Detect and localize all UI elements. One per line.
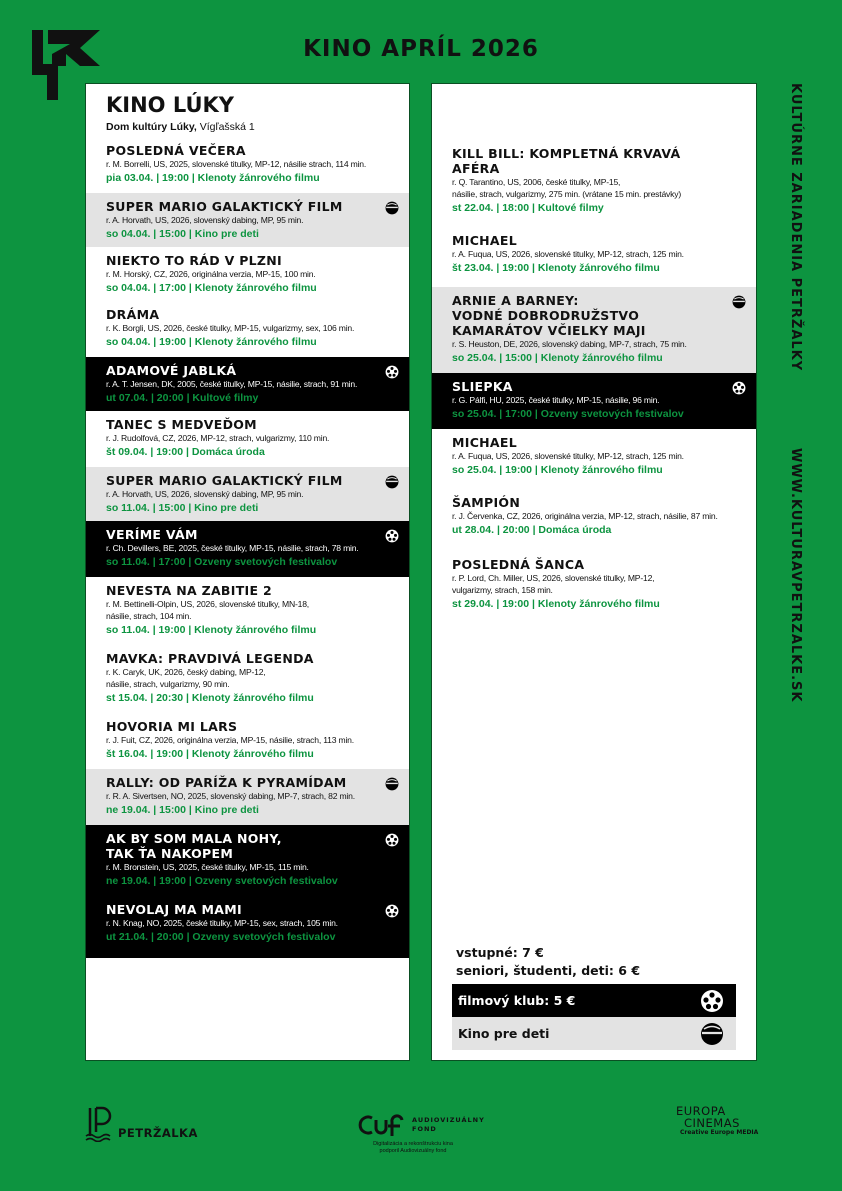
film-title: SLIEPKA <box>452 379 513 394</box>
screening-date: pia 03.04. | 19:00 | Klenoty žánrového filmu <box>106 172 320 184</box>
film-reel-icon <box>385 529 399 543</box>
film-meta: r. M. Bronstein, US, 2025, české titulky, MP-15, 115 min. <box>106 862 309 872</box>
screening-date: so 04.04. | 15:00 | Kino pre deti <box>106 228 259 240</box>
film-meta: r. Ch. Devillers, BE, 2025, české titulky, MP-15, násilie, strach, 78 min. <box>106 543 359 553</box>
europa-label: EUROPA <box>676 1104 726 1118</box>
screening-date: št 16.04. | 19:00 | Klenoty žánrového filmu <box>106 748 314 760</box>
avf-label-1: AUDIOVIZUÁLNY <box>412 1116 485 1124</box>
film-meta: r. J. Fuit, CZ, 2026, originálna verzia, MP-15, násilie, strach, 113 min. <box>106 735 354 745</box>
creative-europe-label: Creative Europe MEDIA <box>680 1129 759 1136</box>
venue-address: Dom kultúry Lúky, Vígľašská 1 <box>106 121 255 133</box>
screening-date: so 11.04. | 15:00 | Kino pre deti <box>106 502 259 514</box>
legend-kids-label: Kino pre deti <box>458 1026 550 1041</box>
screening-date: ut 21.04. | 20:00 | Ozveny svetových festivalov <box>106 931 336 943</box>
screening-entry <box>86 411 409 467</box>
film-meta: r. J. Rudolfová, CZ, 2026, MP-12, strach, vulgarizmy, 110 min. <box>106 433 330 443</box>
screening-entry <box>432 140 756 227</box>
ticket-prices <box>456 944 640 980</box>
screening-date: so 25.04. | 19:00 | Klenoty žánrového filmu <box>452 464 663 476</box>
screening-entry <box>86 301 409 357</box>
film-meta: r. A. T. Jensen, DK, 2005, české titulky, MP-15, násilie, strach, 91 min. <box>106 379 358 389</box>
film-title: ARNIE A BARNEY: VODNÉ DOBRODRUŽSTVO KAMARÁTOV VČIELKY MAJI <box>452 293 646 338</box>
film-reel-icon <box>700 989 724 1013</box>
screening-entry <box>86 896 409 958</box>
screening-list-right <box>432 140 756 619</box>
screening-entry <box>86 825 409 896</box>
venue-name: KINO LÚKY <box>106 93 234 117</box>
venue-header <box>86 84 409 137</box>
screening-date: so 04.04. | 19:00 | Klenoty žánrového filmu <box>106 336 317 348</box>
film-meta: r. A. Fuqua, US, 2026, slovenské titulky, MP-12, strach, 125 min. <box>452 249 684 259</box>
film-title: POSLEDNÁ VEČERA <box>106 143 246 158</box>
avf-note-2: podporil Audiovizuálny fond <box>379 1148 447 1154</box>
screening-entry <box>432 373 756 429</box>
kids-icon <box>385 201 399 215</box>
avf-note-1: Digitalizácia a rekonštrukciu kina <box>373 1141 453 1147</box>
film-reel-icon <box>732 381 746 395</box>
film-title: MICHAEL <box>452 435 518 450</box>
screening-entry <box>432 489 756 551</box>
film-meta: r. A. Fuqua, US, 2026, slovenské titulky, MP-12, strach, 125 min. <box>452 451 684 461</box>
film-title: MICHAEL <box>452 233 518 248</box>
screening-entry <box>86 357 409 411</box>
screening-entry <box>432 551 756 619</box>
film-title: NEVOLAJ MA MAMI <box>106 902 242 917</box>
avf-logo <box>358 1112 485 1155</box>
film-meta: r. N. Knag, NO, 2025, české titulky, MP-15, sex, strach, 105 min. <box>106 918 338 928</box>
film-title: KILL BILL: KOMPLETNÁ KRVAVÁ AFÉRA <box>452 146 681 176</box>
film-title: DRÁMA <box>106 307 160 322</box>
film-reel-icon <box>385 833 399 847</box>
screening-date: št 09.04. | 19:00 | Domáca úroda <box>106 446 265 458</box>
screening-date: so 11.04. | 19:00 | Klenoty žánrového filmu <box>106 624 317 636</box>
film-title: VERÍME VÁM <box>106 527 198 542</box>
screening-date: ut 28.04. | 20:00 | Domáca úroda <box>452 524 612 536</box>
kids-icon <box>385 475 399 489</box>
kids-icon <box>700 1022 724 1046</box>
avf-label-2: FOND <box>412 1125 437 1133</box>
screening-date: ne 19.04. | 15:00 | Kino pre deti <box>106 804 259 816</box>
page-title: KINO APRÍL 2026 <box>303 36 539 62</box>
screening-entry <box>86 577 409 645</box>
cinemas-label: CINEMAS <box>684 1116 740 1130</box>
screening-entry <box>432 287 756 373</box>
screening-date: st 29.04. | 19:00 | Klenoty žánrového filmu <box>452 598 660 610</box>
film-meta: r. P. Lord, Ch. Miller, US, 2026, slovenské titulky, MP-12, vulgarizmy, strach, 158 min. <box>452 573 655 595</box>
screening-date: so 04.04. | 17:00 | Klenoty žánrového filmu <box>106 282 317 294</box>
film-reel-icon <box>385 365 399 379</box>
film-title: NIEKTO TO RÁD V PLZNI <box>106 253 283 268</box>
film-meta: r. M. Bettinelli-Olpin, US, 2026, slovenské titulky, MN-18, násilie, strach, 104 min. <box>106 599 309 621</box>
screening-entry <box>86 467 409 521</box>
left-column <box>85 83 410 1061</box>
film-meta: r. R. A. Sivertsen, NO, 2025, slovenský dabing, MP-7, strach, 82 min. <box>106 791 355 801</box>
screening-entry <box>86 769 409 825</box>
petrzalka-emblem-icon <box>84 1106 114 1142</box>
screening-date: so 11.04. | 17:00 | Ozveny svetových festivalov <box>106 556 338 568</box>
screening-entry <box>86 521 409 577</box>
film-meta: r. A. Horvath, US, 2026, slovenský dabing, MP, 95 min. <box>106 489 304 499</box>
film-meta: r. M. Borrelli, US, 2025, slovenské titulky, MP-12, násilie strach, 114 min. <box>106 159 367 169</box>
price-reduced: seniori, študenti, deti: 6 € <box>456 963 641 978</box>
screening-date: st 15.04. | 20:30 | Klenoty žánrového filmu <box>106 692 314 704</box>
film-title: ADAMOVÉ JABLKÁ <box>106 363 237 378</box>
film-reel-icon <box>385 904 399 918</box>
screening-list-left <box>86 137 409 958</box>
side-text-kzp: KULTÚRNE ZARIADENIA PETRŽALKY <box>788 83 803 372</box>
film-meta: r. Q. Tarantino, US, 2006, české titulky, MP-15, násilie, strach, vulgarizmy, 275 min. (vrátane 15 min. prestávky) <box>452 177 681 199</box>
film-title: AK BY SOM MALA NOHY, TAK ŤA NAKOPEM <box>106 831 282 861</box>
right-column-spacer <box>432 84 756 140</box>
film-title: TANEC S MEDVEĎOM <box>106 417 257 432</box>
film-meta: r. K. Caryk, UK, 2026, český dabing, MP-12, násilie, strach, vulgarizmy, 90 min. <box>106 667 266 689</box>
screening-date: ut 07.04. | 20:00 | Kultové filmy <box>106 392 259 404</box>
film-meta: r. G. Pálfi, HU, 2025, české titulky, MP-15, násilie, 96 min. <box>452 395 660 405</box>
europa-cinemas-logo <box>676 1106 758 1137</box>
legend-kids <box>452 1017 736 1050</box>
film-meta: r. K. Borgli, US, 2026, české titulky, MP-15, vulgarizmy, sex, 106 min. <box>106 323 355 333</box>
film-title: RALLY: OD PARÍŽA K PYRAMÍDAM <box>106 775 347 790</box>
screening-date: so 25.04. | 17:00 | Ozveny svetových festivalov <box>452 408 684 420</box>
right-column <box>431 83 757 1061</box>
screening-entry <box>86 645 409 713</box>
avf-emblem-icon <box>358 1112 406 1138</box>
kids-icon <box>732 295 746 309</box>
screening-entry <box>432 227 756 287</box>
screening-entry <box>86 247 409 301</box>
film-title: MAVKA: PRAVDIVÁ LEGENDA <box>106 651 314 666</box>
screening-entry <box>86 193 409 247</box>
screening-date: št 23.04. | 19:00 | Klenoty žánrového filmu <box>452 262 660 274</box>
film-title: POSLEDNÁ ŠANCA <box>452 557 585 572</box>
film-title: SUPER MARIO GALAKTICKÝ FILM <box>106 199 343 214</box>
screening-entry <box>432 429 756 489</box>
screening-date: ne 19.04. | 19:00 | Ozveny svetových festivalov <box>106 875 338 887</box>
film-meta: r. S. Heuston, DE, 2026, slovenský dabing, MP-7, strach, 75 min. <box>452 339 687 349</box>
petrzalka-logo <box>84 1106 198 1142</box>
film-meta: r. J. Červenka, CZ, 2026, originálna verzia, MP-12, strach, násilie, 87 min. <box>452 511 718 521</box>
film-title: NEVESTA NA ZABITIE 2 <box>106 583 272 598</box>
screening-date: so 25.04. | 15:00 | Klenoty žánrového filmu <box>452 352 663 364</box>
film-title: SUPER MARIO GALAKTICKÝ FILM <box>106 473 343 488</box>
legend-film-club-label: filmový klub: 5 € <box>458 993 576 1008</box>
petrzalka-label: PETRŽALKA <box>118 1126 198 1140</box>
kids-icon <box>385 777 399 791</box>
screening-entry <box>86 713 409 769</box>
film-title: HOVORIA MI LARS <box>106 719 238 734</box>
side-text-website[interactable]: WWW.KULTURAVPETRZALKE.SK <box>788 448 803 703</box>
price-regular: vstupné: 7 € <box>456 945 544 960</box>
screening-date: st 22.04. | 18:00 | Kultové filmy <box>452 202 604 214</box>
legend-film-club <box>452 984 736 1017</box>
film-meta: r. M. Horský, CZ, 2026, originálna verzia, MP-15, 100 min. <box>106 269 316 279</box>
screening-entry <box>86 137 409 193</box>
film-title: ŠAMPIÓN <box>452 495 521 510</box>
film-meta: r. A. Horvath, US, 2026, slovenský dabing, MP, 95 min. <box>106 215 304 225</box>
